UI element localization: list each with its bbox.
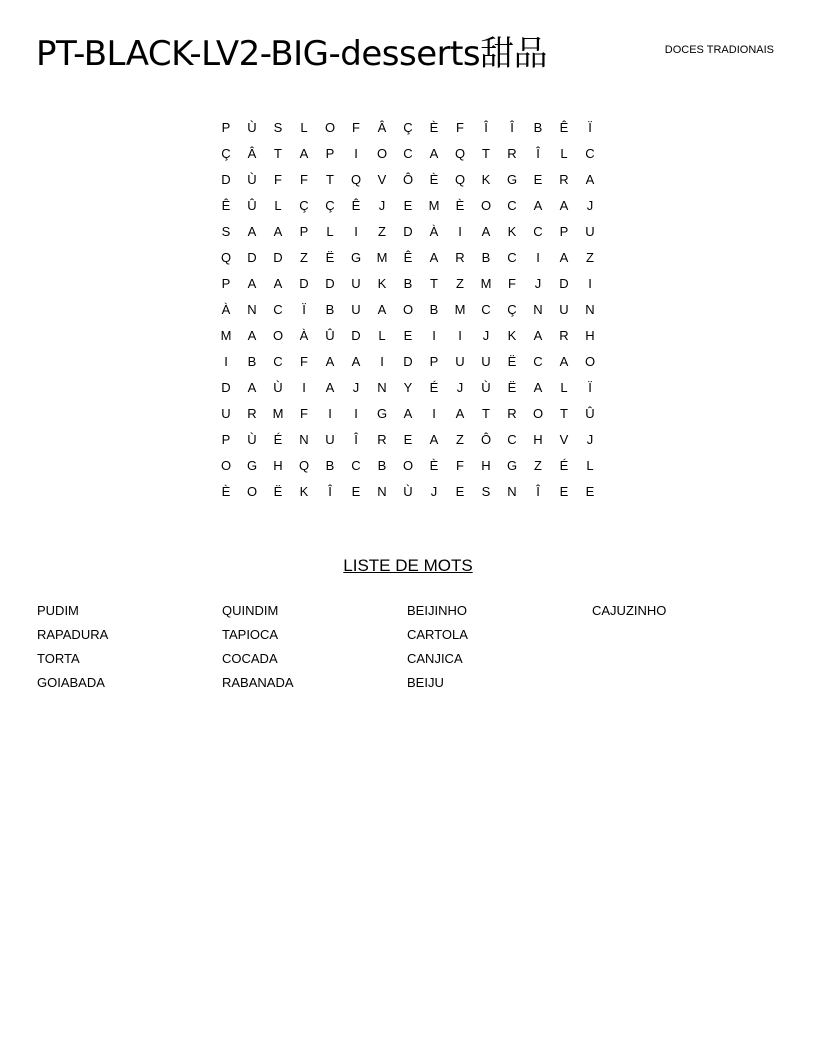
grid-cell: A	[559, 198, 569, 213]
grid-cell: A	[273, 224, 283, 239]
grid-cell: A	[533, 198, 543, 213]
grid-cell: Q	[298, 458, 310, 473]
grid-cell: I	[536, 250, 540, 265]
grid-cell: F	[508, 276, 516, 291]
grid-cell: F	[300, 406, 308, 421]
grid-cell: F	[274, 172, 282, 187]
grid-cell: P	[221, 120, 231, 135]
grid-cell: Z	[378, 224, 386, 239]
word-list-item: TORTA	[37, 651, 80, 666]
grid-cell: Ç	[299, 198, 309, 213]
grid-row	[213, 167, 603, 193]
grid-cell: R	[377, 432, 387, 447]
grid-cell: Î	[328, 484, 332, 499]
grid-cell: C	[507, 250, 517, 265]
grid-cell: Q	[454, 172, 466, 187]
grid-cell: B	[481, 250, 491, 265]
grid-cell: C	[533, 354, 543, 369]
grid-cell: P	[559, 224, 569, 239]
grid-cell: A	[559, 250, 569, 265]
grid-cell: P	[299, 224, 309, 239]
grid-cell: D	[559, 276, 569, 291]
grid-cell: O	[376, 146, 388, 161]
grid-cell: J	[534, 276, 542, 291]
grid-cell: A	[299, 146, 309, 161]
page-title: PT-BLACK-LV2-BIG-desserts甜品	[36, 34, 548, 74]
grid-cell: O	[324, 120, 336, 135]
grid-cell: Ï	[588, 120, 592, 135]
grid-cell: U	[221, 406, 231, 421]
grid-cell: P	[429, 354, 439, 369]
grid-cell: T	[274, 146, 282, 161]
grid-cell: L	[300, 120, 308, 135]
grid-cell: A	[377, 302, 387, 317]
grid-cell: Z	[456, 276, 464, 291]
grid-cell: C	[507, 432, 517, 447]
grid-cell: Û	[325, 328, 335, 343]
grid-cell: H	[533, 432, 543, 447]
grid-cell: P	[325, 146, 335, 161]
grid-cell: B	[403, 276, 413, 291]
grid-cell: D	[403, 224, 413, 239]
grid-cell: N	[377, 484, 387, 499]
grid-cell: U	[455, 354, 465, 369]
grid-cell: D	[273, 250, 283, 265]
grid-cell: E	[403, 328, 413, 343]
grid-cell: À	[299, 328, 309, 343]
page-subtitle: DOCES TRADIONAIS	[664, 44, 774, 56]
grid-cell: Ù	[247, 172, 257, 187]
grid-cell: A	[247, 224, 257, 239]
grid-cell: A	[325, 380, 335, 395]
grid-cell: R	[559, 172, 569, 187]
grid-cell: C	[273, 302, 283, 317]
grid-cell: I	[302, 380, 306, 395]
grid-cell: F	[300, 354, 308, 369]
word-list-item: RABANADA	[222, 675, 294, 690]
grid-cell: Ù	[247, 120, 257, 135]
grid-cell: N	[377, 380, 387, 395]
word-list-item: CARTOLA	[407, 627, 468, 642]
grid-cell: M	[220, 328, 232, 343]
grid-cell: D	[351, 328, 361, 343]
grid-cell: L	[586, 458, 594, 473]
grid-cell: N	[533, 302, 543, 317]
grid-cell: T	[482, 406, 490, 421]
grid-cell: R	[455, 250, 465, 265]
grid-cell: C	[273, 354, 283, 369]
grid-cell: V	[377, 172, 387, 187]
grid-row	[213, 479, 603, 505]
grid-cell: L	[378, 328, 386, 343]
word-list-item: PUDIM	[37, 603, 79, 618]
grid-cell: A	[247, 276, 257, 291]
grid-cell: Â	[377, 120, 387, 135]
grid-cell: O	[272, 328, 284, 343]
grid-cell: I	[458, 328, 462, 343]
grid-cell: N	[247, 302, 257, 317]
grid-cell: Û	[247, 198, 257, 213]
grid-cell: N	[299, 432, 309, 447]
grid-cell: T	[326, 172, 334, 187]
word-list	[37, 599, 779, 695]
grid-cell: U	[325, 432, 335, 447]
grid-cell: K	[507, 224, 517, 239]
grid-cell: D	[221, 380, 231, 395]
grid-cell: D	[221, 172, 231, 187]
word-list-item: BEIJINHO	[407, 603, 467, 618]
word-list-item: CAJUZINHO	[592, 603, 667, 618]
grid-cell: Ë	[325, 250, 335, 265]
grid-cell: È	[455, 198, 465, 213]
word-list-item: GOIABADA	[37, 675, 105, 690]
grid-cell: F	[352, 120, 360, 135]
grid-cell: B	[325, 458, 335, 473]
grid-cell: B	[533, 120, 543, 135]
grid-row	[213, 427, 603, 453]
grid-cell: T	[482, 146, 490, 161]
grid-row	[213, 219, 603, 245]
grid-cell: T	[430, 276, 438, 291]
word-list-item: COCADA	[222, 651, 278, 666]
grid-cell: N	[585, 302, 595, 317]
grid-cell: L	[274, 198, 282, 213]
grid-cell: Î	[536, 484, 540, 499]
grid-cell: Ê	[351, 198, 361, 213]
grid-cell: A	[429, 146, 439, 161]
grid-cell: O	[584, 354, 596, 369]
grid-cell: Ë	[507, 380, 517, 395]
grid-cell: J	[378, 198, 386, 213]
grid-cell: L	[326, 224, 334, 239]
grid-cell: M	[376, 250, 388, 265]
grid-cell: Î	[354, 432, 358, 447]
grid-cell: A	[429, 250, 439, 265]
grid-cell: S	[221, 224, 231, 239]
grid-cell: Ç	[221, 146, 231, 161]
grid-cell: O	[532, 406, 544, 421]
word-list-heading	[0, 555, 816, 577]
grid-cell: K	[481, 172, 491, 187]
word-list-item: TAPIOCA	[222, 627, 279, 642]
grid-cell: I	[380, 354, 384, 369]
grid-row	[213, 115, 603, 141]
grid-cell: Ù	[273, 380, 283, 395]
grid-cell: Ê	[403, 250, 413, 265]
grid-cell: O	[246, 484, 258, 499]
grid-cell: S	[481, 484, 491, 499]
grid-cell: R	[507, 146, 517, 161]
grid-cell: A	[351, 354, 361, 369]
grid-cell: R	[247, 406, 257, 421]
grid-cell: A	[325, 354, 335, 369]
grid-cell: Ç	[507, 302, 517, 317]
grid-cell: I	[432, 328, 436, 343]
grid-cell: A	[585, 172, 595, 187]
grid-cell: B	[325, 302, 335, 317]
grid-row	[213, 271, 603, 297]
grid-row	[213, 401, 603, 427]
grid-cell: A	[533, 380, 543, 395]
grid-cell: É	[429, 380, 439, 395]
grid-cell: M	[480, 276, 492, 291]
grid-cell: K	[507, 328, 517, 343]
grid-cell: P	[221, 432, 231, 447]
grid-cell: A	[559, 354, 569, 369]
grid-cell: Z	[534, 458, 542, 473]
grid-row	[213, 323, 603, 349]
grid-cell: F	[456, 120, 464, 135]
grid-cell: I	[354, 224, 358, 239]
grid-cell: B	[429, 302, 439, 317]
grid-cell: N	[507, 484, 517, 499]
grid-cell: Î	[484, 120, 488, 135]
word-list-item: CANJICA	[407, 651, 463, 666]
grid-cell: G	[350, 250, 362, 265]
grid-cell: È	[429, 458, 439, 473]
grid-cell: C	[507, 198, 517, 213]
grid-cell: O	[402, 302, 414, 317]
grid-cell: C	[533, 224, 543, 239]
grid-cell: H	[273, 458, 283, 473]
grid-cell: I	[224, 354, 228, 369]
grid-cell: M	[428, 198, 440, 213]
grid-cell: Î	[510, 120, 514, 135]
grid-cell: I	[354, 146, 358, 161]
grid-cell: E	[585, 484, 595, 499]
grid-cell: T	[560, 406, 568, 421]
grid-cell: D	[247, 250, 257, 265]
grid-cell: Z	[300, 250, 308, 265]
grid-cell: O	[480, 198, 492, 213]
grid-cell: U	[351, 276, 361, 291]
grid-cell: Q	[454, 146, 466, 161]
grid-cell: Ï	[588, 380, 592, 395]
grid-cell: H	[481, 458, 491, 473]
grid-cell: Z	[456, 432, 464, 447]
grid-cell: Q	[220, 250, 232, 265]
grid-cell: Ï	[302, 302, 306, 317]
grid-cell: Ù	[481, 380, 491, 395]
grid-cell: S	[273, 120, 283, 135]
word-list-heading-text: LISTE DE MOTS	[343, 556, 473, 575]
grid-cell: Ô	[480, 432, 492, 447]
grid-cell: L	[560, 146, 568, 161]
grid-cell: I	[588, 276, 592, 291]
grid-cell: Ç	[325, 198, 335, 213]
grid-cell: É	[273, 432, 283, 447]
grid-cell: G	[506, 458, 518, 473]
grid-cell: G	[376, 406, 388, 421]
grid-cell: J	[430, 484, 438, 499]
grid-cell: E	[403, 432, 413, 447]
grid-cell: Î	[536, 146, 540, 161]
grid-cell: Ë	[507, 354, 517, 369]
grid-cell: F	[456, 458, 464, 473]
grid-cell: J	[586, 432, 594, 447]
grid-cell: R	[559, 328, 569, 343]
grid-cell: Q	[350, 172, 362, 187]
grid-cell: E	[351, 484, 361, 499]
grid-cell: O	[402, 458, 414, 473]
grid-cell: G	[506, 172, 518, 187]
grid-cell: A	[273, 276, 283, 291]
grid-cell: G	[246, 458, 258, 473]
grid-cell: K	[377, 276, 387, 291]
grid-cell: A	[247, 380, 257, 395]
grid-cell: Y	[403, 380, 413, 395]
grid-cell: U	[351, 302, 361, 317]
grid-cell: H	[585, 328, 595, 343]
grid-cell: E	[455, 484, 465, 499]
grid-cell: C	[351, 458, 361, 473]
grid-cell: A	[455, 406, 465, 421]
grid-cell: E	[559, 484, 569, 499]
grid-cell: E	[403, 198, 413, 213]
word-list-item: RAPADURA	[37, 627, 109, 642]
grid-cell: J	[352, 380, 360, 395]
grid-cell: Â	[247, 146, 257, 161]
grid-cell: C	[585, 146, 595, 161]
grid-row	[213, 297, 603, 323]
word-list-item: BEIJU	[407, 675, 444, 690]
word-search-grid	[213, 115, 603, 505]
grid-cell: V	[559, 432, 569, 447]
grid-cell: Ê	[221, 198, 231, 213]
grid-cell: C	[403, 146, 413, 161]
grid-cell: O	[220, 458, 232, 473]
grid-cell: J	[456, 380, 464, 395]
grid-cell: À	[429, 224, 439, 239]
grid-cell: I	[458, 224, 462, 239]
grid-cell: I	[432, 406, 436, 421]
grid-cell: U	[585, 224, 595, 239]
grid-cell: R	[507, 406, 517, 421]
grid-cell: U	[559, 302, 569, 317]
grid-cell: M	[454, 302, 466, 317]
grid-cell: C	[481, 302, 491, 317]
grid-row	[213, 375, 603, 401]
grid-cell: È	[429, 120, 439, 135]
grid-cell: B	[377, 458, 387, 473]
grid-cell: E	[533, 172, 543, 187]
grid-cell: M	[272, 406, 284, 421]
grid-cell: A	[481, 224, 491, 239]
grid-row	[213, 141, 603, 167]
grid-cell: B	[247, 354, 257, 369]
grid-cell: È	[221, 484, 231, 499]
grid-row	[213, 193, 603, 219]
grid-cell: K	[299, 484, 309, 499]
grid-cell: À	[221, 302, 231, 317]
grid-cell: A	[403, 406, 413, 421]
grid-cell: D	[299, 276, 309, 291]
grid-cell: A	[533, 328, 543, 343]
grid-cell: Ô	[402, 172, 414, 187]
grid-cell: A	[247, 328, 257, 343]
grid-cell: É	[559, 458, 569, 473]
word-list-item: QUINDIM	[222, 603, 279, 618]
grid-cell: Û	[585, 406, 595, 421]
grid-cell: Ê	[559, 120, 569, 135]
grid-cell: I	[354, 406, 358, 421]
grid-cell: Ù	[247, 432, 257, 447]
grid-row	[213, 349, 603, 375]
grid-cell: Ç	[403, 120, 413, 135]
grid-cell: U	[481, 354, 491, 369]
grid-cell: J	[482, 328, 490, 343]
grid-cell: Ë	[273, 484, 283, 499]
grid-cell: F	[300, 172, 308, 187]
grid-cell: I	[328, 406, 332, 421]
grid-cell: L	[560, 380, 568, 395]
grid-cell: A	[429, 432, 439, 447]
grid-cell: P	[221, 276, 231, 291]
grid-cell: Ù	[403, 484, 413, 499]
grid-row	[213, 245, 603, 271]
grid-row	[213, 453, 603, 479]
grid-cell: D	[325, 276, 335, 291]
grid-cell: J	[586, 198, 594, 213]
grid-cell: Z	[586, 250, 594, 265]
grid-cell: D	[403, 354, 413, 369]
grid-cell: È	[429, 172, 439, 187]
